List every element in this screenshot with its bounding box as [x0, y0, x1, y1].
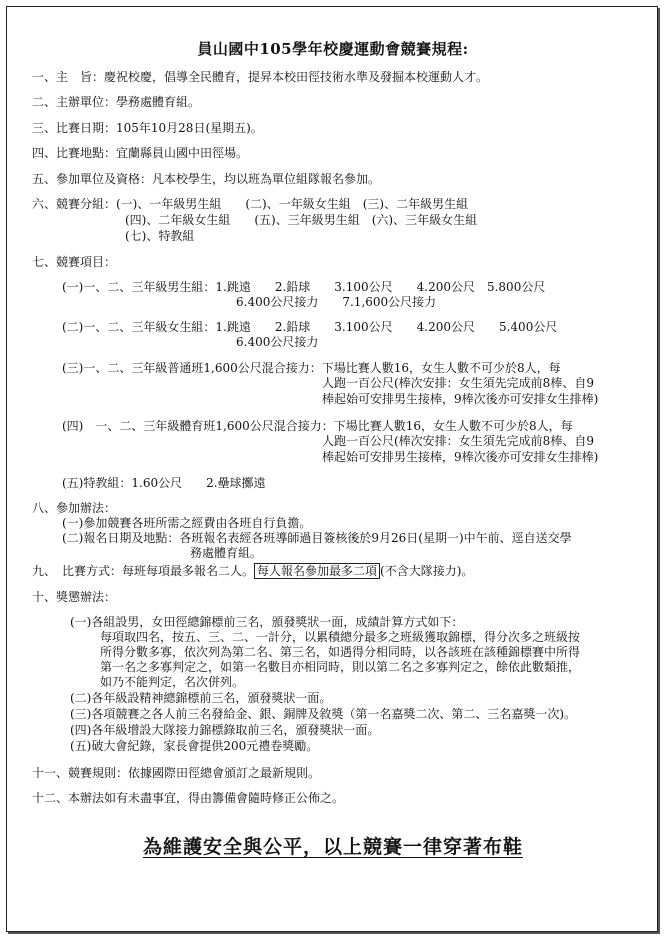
awards-item-1-line2: 每項取四名，按五、三、二、一計分，以累積總分最多之班級獲取錦標，得分次多之班級按: [100, 630, 581, 644]
events-regular-relay-line1: (三)一、二、三年級普通班1,600公尺混合接力：下場比賽人數16，女生人數不可少於8人，每: [62, 361, 561, 375]
section-organizer: 二、主辦單位：學務處體育組。: [32, 95, 201, 109]
events-girls-line2: 6.400公尺接力: [236, 335, 319, 349]
method-text: 九、 比賽方式：每班每項最多報名二人。: [32, 564, 255, 578]
section-awards: 十、獎懲辦法：: [32, 590, 117, 604]
section-purpose: 一、主 旨：慶祝校慶，倡導全民體育，提昇本校田徑技術水準及發掘本校運動人才。: [32, 70, 489, 84]
awards-item-2: (二)各年級設精神總錦標前三名，頒發獎狀一面。: [70, 691, 332, 705]
awards-item-1-line5: 如乃不能判定，名次併列。: [100, 675, 245, 689]
participation-item-1: (一)參加競賽各班所需之經費由各班自行負擔。: [62, 516, 312, 530]
method-highlight-box: 每人報名參加最多二項: [254, 563, 380, 579]
method-note: (不含大隊接力)。: [380, 564, 474, 578]
section-events: 七、競賽項目：: [32, 255, 117, 269]
events-sports-relay-line3: 棒起始可安排男生接棒，9棒次後亦可安排女生排棒): [322, 450, 599, 464]
events-sports-relay-line1: (四) 一、二、三年級體育班1,600公尺混合接力：下場比賽人數16，女生人數不可少於8人，每: [62, 419, 573, 433]
section-date: 三、比賽日期：105年10月28日(星期五)。: [32, 121, 263, 135]
footer-notice-text: 為維護安全與公平，以上競賽一律穿著布鞋: [142, 836, 523, 858]
footer-notice: [0, 832, 666, 859]
awards-item-1-line1: (一)各組設男，女田徑總錦標前三名，頒發獎狀一面，成績計算方式如下：: [70, 615, 464, 629]
section-groups-line2: (四)、二年級女生組 (五)、三年級男生組 (六)、三年級女生組: [125, 213, 478, 227]
section-venue: 四、比賽地點：宜蘭縣員山國中田徑場。: [32, 146, 249, 160]
awards-item-4: (四)各年級增設大隊接力錦標錄取前三名，頒發獎狀一面。: [70, 723, 380, 737]
awards-item-1-line3: 所得分數多寡，依次列為第二名、第三名，如遇得分相同時，以各該班在該種錦標賽中所得: [100, 645, 581, 659]
section-groups-line3: (七)、特教組: [125, 229, 195, 243]
section-eligibility: 五、參加單位及資格：凡本校學生，均以班為單位組隊報名參加。: [32, 172, 381, 186]
events-girls-line1: (二)一、二、三年級女生組：1.跳遠 2.鉛球 3.100公尺 4.200公尺 5.400公尺: [62, 320, 558, 334]
events-regular-relay-line3: 棒起始可安排男生接棒，9棒次後亦可安排女生排棒): [322, 392, 599, 406]
section-rules: 十一、競賽規則：依據國際田徑總會頒訂之最新規則。: [32, 766, 321, 780]
events-sports-relay-line2: 人跑一百公尺(棒次安排：女生須先完成前8棒、自9: [322, 434, 594, 448]
section-groups-line1: 六、競賽分組：(一)、一年級男生組 (二)、一年級女生組 (三)、二年級男生組: [32, 197, 469, 211]
events-boys-line2: 6.400公尺接力 7.1,600公尺接力: [236, 295, 437, 309]
awards-item-3: (三)各項競賽之各人前三名發給金、銀、銅牌及敘獎（第一名嘉獎二次、第二、三名嘉獎一次)。: [70, 707, 577, 721]
participation-item-2-line2: 務處體育組。: [190, 546, 263, 560]
section-amendment: 十二、本辦法如有未盡事宜，得由籌備會隨時修正公佈之。: [32, 791, 345, 805]
participation-item-2-line1: (二)報名日期及地點：各班報名表經各班導師過目簽核後於9月26日(星期一)中午前、逕自送交學: [62, 531, 572, 545]
awards-item-5: (五)破大會紀錄，家長會提供200元禮卷獎勵。: [70, 739, 319, 753]
events-special-ed: (五)特教組：1.60公尺 2.壘球擲遠: [62, 476, 266, 490]
events-boys-line1: (一)一、二、三年級男生組：1.跳遠 2.鉛球 3.100公尺 4.200公尺 5.800公尺: [62, 280, 546, 294]
section-competition-method: [32, 564, 473, 578]
document-title: 員山國中105學年校慶運動會競賽規程:: [197, 40, 469, 58]
events-regular-relay-line2: 人跑一百公尺(棒次安排：女生須先完成前8棒、自9: [322, 376, 594, 390]
section-participation: 八、參加辦法：: [32, 501, 117, 515]
awards-item-1-line4: 第一名之多寡判定之，如第一名數目亦相同時，則以第二名之多寡判定之，餘依此數類推，: [100, 660, 581, 674]
